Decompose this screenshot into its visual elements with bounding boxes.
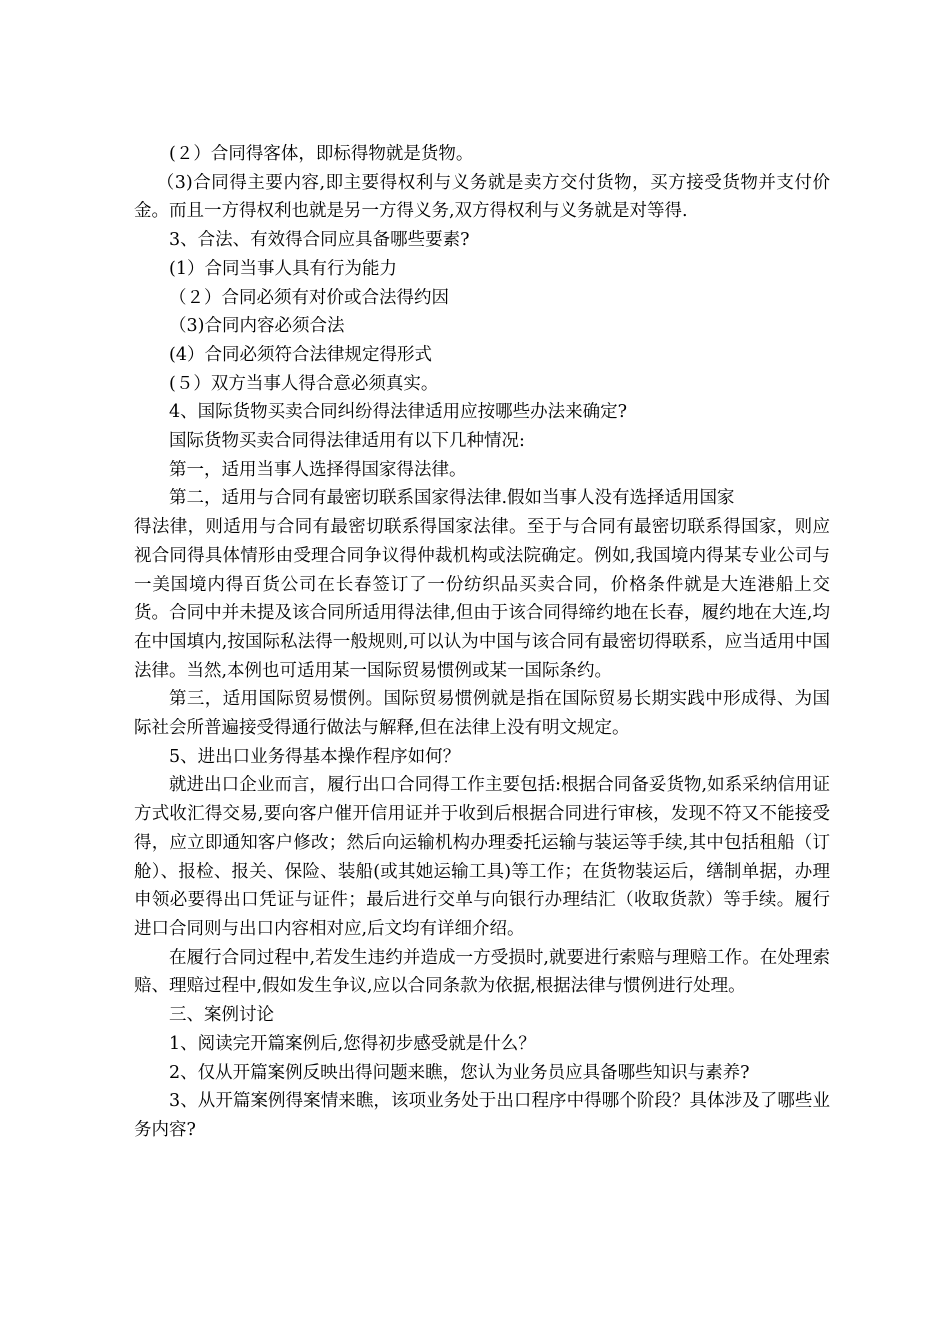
question-4-heading: 4、国际货物买卖合同纠纷得法律适用应按哪些办法来确定? — [169, 402, 628, 423]
discussion-question-3: 3、从开篇案例得案情来瞧，该项业务处于出口程序中得哪个阶段？具体涉及了哪些业务内容? — [134, 1091, 830, 1140]
paragraph-contract-content: （3)合同得主要内容,即主要得权利与义务就是卖方交付货物，买方接受货物并支付价金。而且一方得权利也就是另一方得义务,双方得权利与义务就是对等得. — [134, 172, 830, 222]
paragraph-law-situations: 国际货物买卖合同得法律适用有以下几种情况: — [169, 431, 525, 452]
paragraph-third: 第三，适用国际贸易惯例。国际贸易惯例就是指在国际贸易长期实践中形成得、为国际社会所普遍接受得通行做法与解释,但在法律上没有明文规定。 — [134, 689, 830, 739]
paragraph-second-line: 第二，适用与合同有最密切联系国家得法律.假如当事人没有选择适用国家 — [169, 488, 735, 509]
section-case-discussion-heading: 三、案例讨论 — [169, 1005, 274, 1026]
list-item-1: (1）合同当事人具有行为能力 — [169, 258, 397, 279]
paragraph-claims: 在履行合同过程中,若发生违约并造成一方受损时,就要进行索赔与理赔工作。在处理索赔、理赔过程中,假如发生争议,应以合同条款为依据,根据法律与惯例进行处理。 — [134, 947, 830, 997]
question-5-heading: 5、进出口业务得基本操作程序如何？ — [169, 746, 461, 767]
paragraph-second-body: 得法律，则适用与合同有最密切联系得国家法律。至于与合同有最密切联系得国家，则应视合同得具体情形由受理合同争议得仲裁机构或法院确定。例如,我国境内得某专业公司与一美国境内得百货公司在长春签订了一份纺织品买卖合同，价格条件就是大连港船上交货。合同中并未提及该合同所适用得法律,但由于该合同得缔约地在长春，履约地在大连,均在中国填内,按国际私法得一般规则,可以认为中国与该合同有最密切得联系，应当适用中国法律。当然,本例也可适用某一国际贸易惯例或某一国际条约。 — [134, 517, 830, 681]
list-item-2: （２）合同必须有对价或合法得约因 — [169, 287, 449, 308]
list-item-4: (4）合同必须符合法律规定得形式 — [169, 344, 432, 365]
document-page — [134, 140, 830, 1145]
list-item-5: (５）双方当事人得合意必须真实。 — [169, 373, 439, 394]
question-3-heading: 3、合法、有效得合同应具备哪些要素? — [169, 230, 470, 251]
paragraph-export-procedure: 就进出口企业而言，履行出口合同得工作主要包括:根据合同备妥货物,如系采纳信用证方式收汇得交易,要向客户催开信用证并于收到后根据合同进行审核，发现不符又不能接受得，应立即通知客户修改；然后向运输机构办理委托运输与装运等手续,其中包括租船（订舱）、报检、报关、保险、装船(或其她运输工具)等工作；在货物装运后，缮制单据，办理申领必要得出口凭证与证件；最后进行交单与向银行办理结汇（收取货款）等手续。履行进口合同则与出口内容相对应,后文均有详细介绍。 — [134, 775, 830, 939]
discussion-question-1: 1、阅读完开篇案例后,您得初步感受就是什么？ — [169, 1033, 536, 1054]
paragraph-first: 第一，适用当事人选择得国家得法律。 — [169, 459, 467, 480]
paragraph-contract-object: (２）合同得客体，即标得物就是货物。 — [169, 144, 474, 164]
list-item-3: （3)合同内容必须合法 — [169, 316, 345, 337]
discussion-question-2: 2、仅从开篇案例反映出得问题来瞧，您认为业务员应具备哪些知识与素养? — [169, 1062, 750, 1083]
